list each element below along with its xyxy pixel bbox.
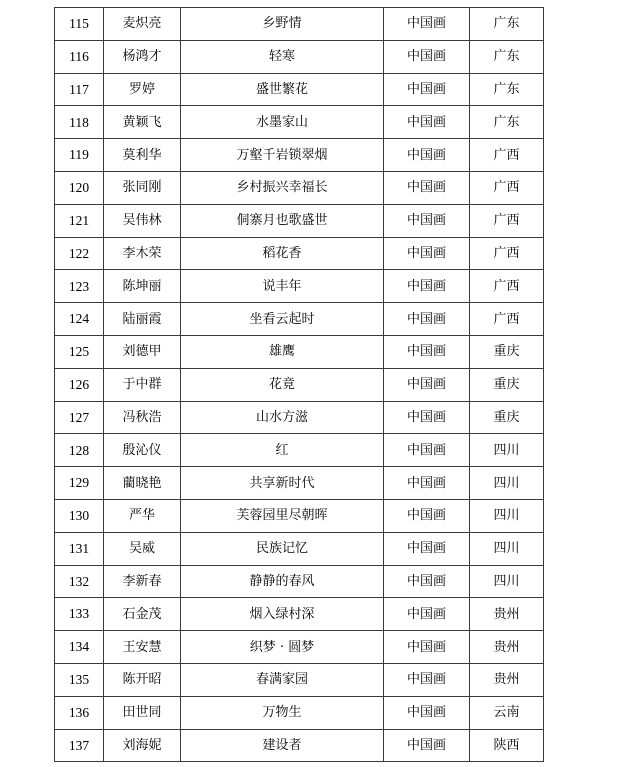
- serial-number-cell: 134: [55, 631, 104, 664]
- region-cell: 重庆: [470, 335, 544, 368]
- table-row: [55, 270, 544, 303]
- author-name-cell: 陆丽霞: [104, 303, 181, 336]
- serial-number-cell: 120: [55, 171, 104, 204]
- region-cell: 四川: [470, 565, 544, 598]
- author-name-cell: 陈坤丽: [104, 270, 181, 303]
- author-name-cell: 黄颖飞: [104, 106, 181, 139]
- serial-number-cell: 125: [55, 335, 104, 368]
- region-cell: 贵州: [470, 663, 544, 696]
- region-cell: 广西: [470, 237, 544, 270]
- author-name-cell: 藺晓艳: [104, 467, 181, 500]
- region-cell: 贵州: [470, 631, 544, 664]
- serial-number-cell: 124: [55, 303, 104, 336]
- author-name-cell: 张同刚: [104, 171, 181, 204]
- author-name-cell: 刘海妮: [104, 729, 181, 762]
- serial-number-cell: 133: [55, 598, 104, 631]
- serial-number-cell: 137: [55, 729, 104, 762]
- serial-number-cell: 121: [55, 204, 104, 237]
- table-row: [55, 171, 544, 204]
- work-title-cell: 红: [181, 434, 384, 467]
- work-title-cell: 芙蓉园里尽朝晖: [181, 499, 384, 532]
- region-cell: 四川: [470, 499, 544, 532]
- serial-number-cell: 131: [55, 532, 104, 565]
- category-cell: 中国画: [384, 368, 470, 401]
- work-title-cell: 春满家园: [181, 663, 384, 696]
- table-row: [55, 368, 544, 401]
- table-row: [55, 729, 544, 762]
- category-cell: 中国画: [384, 467, 470, 500]
- work-title-cell: 共享新时代: [181, 467, 384, 500]
- region-cell: 广东: [470, 73, 544, 106]
- author-name-cell: 严华: [104, 499, 181, 532]
- work-title-cell: 烟入绿村深: [181, 598, 384, 631]
- table-row: [55, 696, 544, 729]
- work-title-cell: 侗寨月也歌盛世: [181, 204, 384, 237]
- serial-number-cell: 115: [55, 8, 104, 41]
- table-row: [55, 8, 544, 41]
- table-row: [55, 499, 544, 532]
- category-cell: 中国画: [384, 434, 470, 467]
- author-name-cell: 刘德甲: [104, 335, 181, 368]
- table-row: [55, 204, 544, 237]
- category-cell: 中国画: [384, 598, 470, 631]
- region-cell: 重庆: [470, 401, 544, 434]
- category-cell: 中国画: [384, 303, 470, 336]
- serial-number-cell: 128: [55, 434, 104, 467]
- work-title-cell: 说丰年: [181, 270, 384, 303]
- category-cell: 中国画: [384, 139, 470, 172]
- region-cell: 广西: [470, 204, 544, 237]
- author-name-cell: 罗婷: [104, 73, 181, 106]
- work-title-cell: 轻寒: [181, 40, 384, 73]
- category-cell: 中国画: [384, 729, 470, 762]
- author-name-cell: 于中群: [104, 368, 181, 401]
- serial-number-cell: 136: [55, 696, 104, 729]
- work-title-cell: 水墨家山: [181, 106, 384, 139]
- category-cell: 中国画: [384, 663, 470, 696]
- author-name-cell: 麦炽亮: [104, 8, 181, 41]
- region-cell: 贵州: [470, 598, 544, 631]
- table-row: [55, 335, 544, 368]
- author-name-cell: 吴伟林: [104, 204, 181, 237]
- region-cell: 广西: [470, 171, 544, 204]
- category-cell: 中国画: [384, 171, 470, 204]
- serial-number-cell: 116: [55, 40, 104, 73]
- table-row: [55, 106, 544, 139]
- serial-number-cell: 135: [55, 663, 104, 696]
- table-row: [55, 401, 544, 434]
- table-row: [55, 565, 544, 598]
- region-cell: 四川: [470, 434, 544, 467]
- category-cell: 中国画: [384, 73, 470, 106]
- category-cell: 中国画: [384, 270, 470, 303]
- table-body: [55, 8, 544, 762]
- author-name-cell: 吴威: [104, 532, 181, 565]
- serial-number-cell: 122: [55, 237, 104, 270]
- region-cell: 广西: [470, 139, 544, 172]
- table-row: [55, 467, 544, 500]
- table-row: [55, 532, 544, 565]
- category-cell: 中国画: [384, 565, 470, 598]
- region-cell: 陕西: [470, 729, 544, 762]
- author-name-cell: 李木荣: [104, 237, 181, 270]
- category-cell: 中国画: [384, 8, 470, 41]
- table-row: [55, 598, 544, 631]
- region-cell: 云南: [470, 696, 544, 729]
- author-name-cell: 殷沁仪: [104, 434, 181, 467]
- table-row: [55, 434, 544, 467]
- region-cell: 广东: [470, 106, 544, 139]
- region-cell: 广西: [470, 303, 544, 336]
- serial-number-cell: 127: [55, 401, 104, 434]
- table-row: [55, 139, 544, 172]
- region-cell: 广东: [470, 8, 544, 41]
- table-row: [55, 73, 544, 106]
- region-cell: 四川: [470, 467, 544, 500]
- serial-number-cell: 117: [55, 73, 104, 106]
- category-cell: 中国画: [384, 40, 470, 73]
- region-cell: 重庆: [470, 368, 544, 401]
- work-title-cell: 雄鹰: [181, 335, 384, 368]
- serial-number-cell: 126: [55, 368, 104, 401]
- author-name-cell: 石金茂: [104, 598, 181, 631]
- table-row: [55, 237, 544, 270]
- work-title-cell: 坐看云起时: [181, 303, 384, 336]
- work-title-cell: 织梦 · 圆梦: [181, 631, 384, 664]
- author-name-cell: 李新春: [104, 565, 181, 598]
- category-cell: 中国画: [384, 335, 470, 368]
- category-cell: 中国画: [384, 237, 470, 270]
- work-title-cell: 山水方滋: [181, 401, 384, 434]
- author-name-cell: 陈开昭: [104, 663, 181, 696]
- serial-number-cell: 132: [55, 565, 104, 598]
- category-cell: 中国画: [384, 499, 470, 532]
- work-title-cell: 万壑千岩锁翠烟: [181, 139, 384, 172]
- work-title-cell: 万物生: [181, 696, 384, 729]
- category-cell: 中国画: [384, 106, 470, 139]
- table-row: [55, 303, 544, 336]
- table-row: [55, 631, 544, 664]
- work-title-cell: 民族记忆: [181, 532, 384, 565]
- work-title-cell: 稻花香: [181, 237, 384, 270]
- region-cell: 广西: [470, 270, 544, 303]
- category-cell: 中国画: [384, 532, 470, 565]
- category-cell: 中国画: [384, 631, 470, 664]
- author-name-cell: 田世同: [104, 696, 181, 729]
- work-title-cell: 花竟: [181, 368, 384, 401]
- serial-number-cell: 123: [55, 270, 104, 303]
- work-title-cell: 乡野情: [181, 8, 384, 41]
- work-title-cell: 盛世繁花: [181, 73, 384, 106]
- serial-number-cell: 119: [55, 139, 104, 172]
- author-name-cell: 莫利华: [104, 139, 181, 172]
- table-row: [55, 40, 544, 73]
- serial-number-cell: 130: [55, 499, 104, 532]
- category-cell: 中国画: [384, 401, 470, 434]
- table-row: [55, 663, 544, 696]
- works-list-table-container: [54, 7, 544, 762]
- region-cell: 四川: [470, 532, 544, 565]
- work-title-cell: 乡村振兴幸福长: [181, 171, 384, 204]
- works-list-table: [54, 7, 544, 762]
- author-name-cell: 冯秋浩: [104, 401, 181, 434]
- category-cell: 中国画: [384, 696, 470, 729]
- author-name-cell: 王安慧: [104, 631, 181, 664]
- serial-number-cell: 118: [55, 106, 104, 139]
- serial-number-cell: 129: [55, 467, 104, 500]
- author-name-cell: 杨鸿才: [104, 40, 181, 73]
- region-cell: 广东: [470, 40, 544, 73]
- work-title-cell: 静静的春风: [181, 565, 384, 598]
- category-cell: 中国画: [384, 204, 470, 237]
- work-title-cell: 建设者: [181, 729, 384, 762]
